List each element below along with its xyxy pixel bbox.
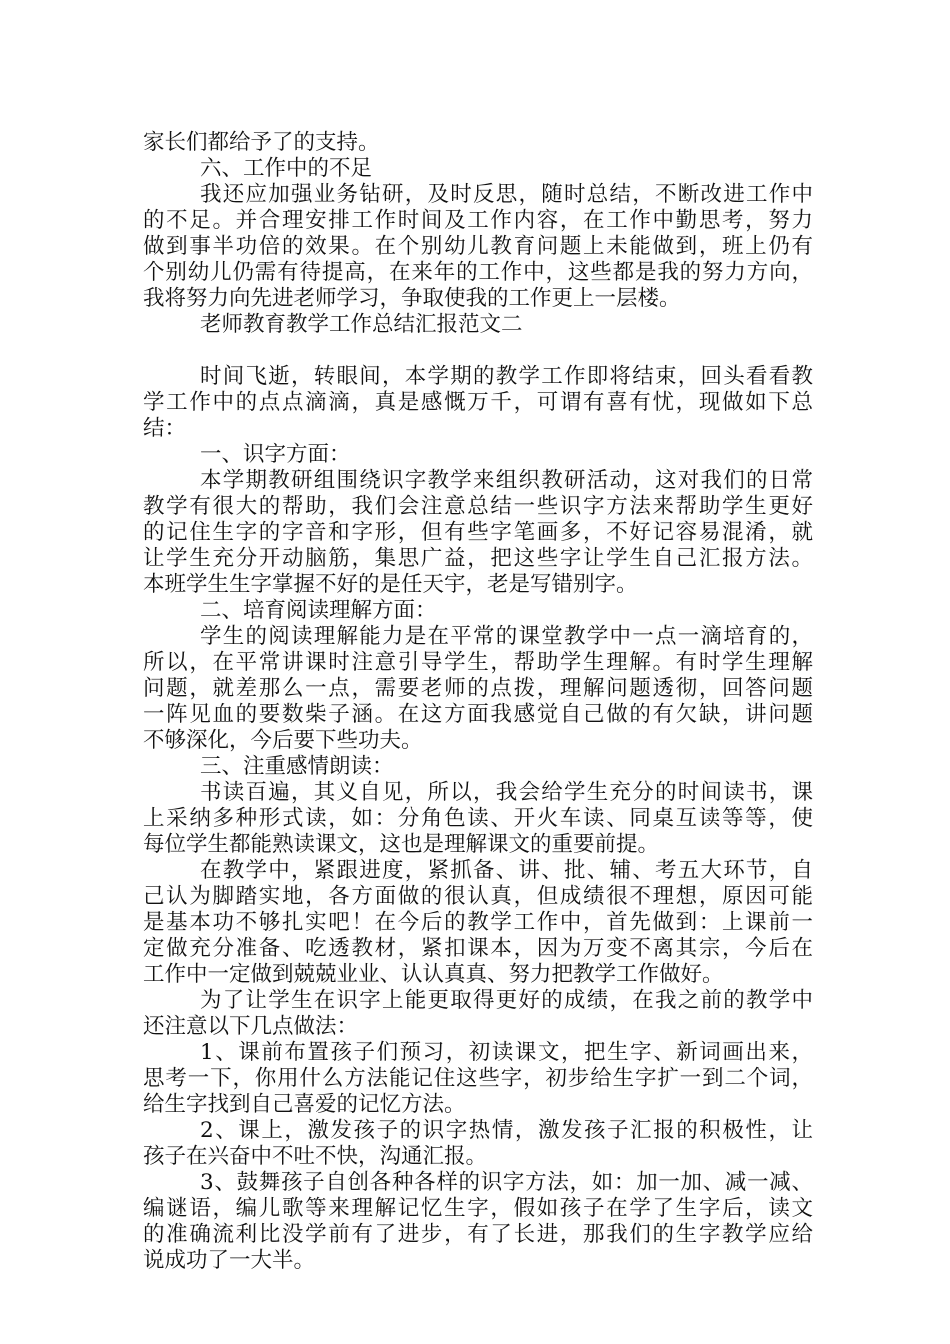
text-line: 编谜语，编儿歌等来理解记忆生字，假如孩子在学了生字后，读文 bbox=[143, 1196, 813, 1221]
text-line: 结： bbox=[143, 416, 187, 441]
text-line: 思考一下，你用什么方法能记住这些字，初步给生字扩一到二个词， bbox=[143, 1066, 813, 1091]
text-line: 给生字找到自己喜爱的记忆方法。 bbox=[143, 1092, 466, 1117]
text-line: 己认为脚踏实地，各方面做的很认真，但成绩很不理想，原因可能 bbox=[143, 884, 813, 909]
text-line: 的记住生字的字音和字形，但有些字笔画多，不好记容易混淆，就 bbox=[143, 520, 813, 545]
text-line: 所以，在平常讲课时注意引导学生，帮助学生理解。有时学生理解 bbox=[143, 650, 813, 675]
text-line: 时间飞逝，转眼间，本学期的教学工作即将结束，回头看看教 bbox=[200, 364, 813, 389]
text-line: 让学生充分开动脑筋，集思广益，把这些字让学生自己汇报方法。 bbox=[143, 546, 813, 571]
text-line: 学生的阅读理解能力是在平常的课堂教学中一点一滴培育的， bbox=[200, 624, 813, 649]
text-line: 的准确流利比没学前有了进步，有了长进，那我们的生字教学应给 bbox=[143, 1222, 813, 1247]
text-line: 为了让学生在识字上能更取得更好的成绩，在我之前的教学中 bbox=[200, 988, 813, 1013]
text-line: 上采纳多种形式读，如：分角色读、开火车读、同桌互读等等，使 bbox=[143, 806, 813, 831]
text-line: 孩子在兴奋中不吐不快，沟通汇报。 bbox=[143, 1144, 488, 1169]
text-line: 书读百遍，其义自见，所以，我会给学生充分的时间读书，课 bbox=[200, 780, 813, 805]
text-line: 本学期教研组围绕识字教学来组织教研活动，这对我们的日常 bbox=[200, 468, 813, 493]
text-line: 个别幼儿仍需有待提高，在来年的工作中，这些都是我的努力方向， bbox=[143, 260, 813, 285]
text-line: 不够深化，今后要下些功夫。 bbox=[143, 728, 423, 753]
text-line: 六、工作中的不足 bbox=[200, 156, 373, 181]
text-line: 学工作中的点点滴滴，真是感慨万千，可谓有喜有忧，现做如下总 bbox=[143, 390, 813, 415]
text-line: 3、鼓舞孩子自创各种各样的识字方法，如：加一加、减一减、 bbox=[200, 1170, 813, 1195]
text-line: 问题，就差那么一点，需要老师的点拨，理解问题透彻，回答问题 bbox=[143, 676, 813, 701]
text-line: 工作中一定做到兢兢业业、认认真真、努力把教学工作做好。 bbox=[143, 962, 724, 987]
text-line: 我还应加强业务钻研，及时反思，随时总结，不断改进工作中 bbox=[200, 182, 813, 207]
text-line: 说成功了一大半。 bbox=[143, 1248, 316, 1273]
text-line: 二、培育阅读理解方面： bbox=[200, 598, 437, 623]
text-line: 做到事半功倍的效果。在个别幼儿教育问题上未能做到，班上仍有 bbox=[143, 234, 813, 259]
text-line: 每位学生都能熟读课文，这也是理解课文的重要前提。 bbox=[143, 832, 660, 857]
text-line: 本班学生生字掌握不好的是任天宇，老是写错别字。 bbox=[143, 572, 638, 597]
text-line: 我将努力向先进老师学习，争取使我的工作更上一层楼。 bbox=[143, 286, 681, 311]
text-line: 定做充分准备、吃透教材，紧扣课本，因为万变不离其宗，今后在 bbox=[143, 936, 813, 961]
text-line: 老师教育教学工作总结汇报范文二 bbox=[200, 312, 523, 337]
text-line: 教学有很大的帮助，我们会注意总结一些识字方法来帮助学生更好 bbox=[143, 494, 813, 519]
text-line: 2、课上，激发孩子的识字热情，激发孩子汇报的积极性，让 bbox=[200, 1118, 813, 1143]
text-line: 在教学中，紧跟进度，紧抓备、讲、批、辅、考五大环节，自 bbox=[200, 858, 813, 883]
text-line: 家长们都给予了的支持。 bbox=[143, 130, 380, 155]
text-line: 一、识字方面： bbox=[200, 442, 351, 467]
text-line: 一阵见血的要数柴子涵。在这方面我感觉自己做的有欠缺，讲问题 bbox=[143, 702, 813, 727]
text-line: 是基本功不够扎实吧！在今后的教学工作中，首先做到：上课前一 bbox=[143, 910, 813, 935]
text-line: 的不足。并合理安排工作时间及工作内容，在工作中勤思考，努力 bbox=[143, 208, 813, 233]
text-line: 三、注重感情朗读： bbox=[200, 754, 394, 779]
text-line: 1、课前布置孩子们预习，初读课文，把生字、新词画出来， bbox=[200, 1040, 813, 1065]
text-line: 还注意以下几点做法： bbox=[143, 1014, 359, 1039]
